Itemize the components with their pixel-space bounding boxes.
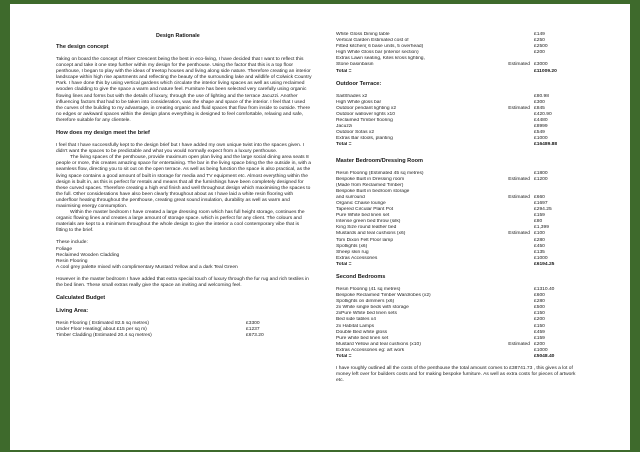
brief-heading: How does my design meet the brief	[56, 130, 150, 137]
budget-line: Organic Chaise lounge £1697	[336, 200, 548, 206]
budget-line: Intense green bed throw (silk) £80	[336, 219, 543, 225]
budget-line: 2x Habitat Lamps £150	[336, 323, 545, 329]
include-label: These include:	[56, 240, 88, 246]
living-total: Total = £11009.20	[336, 68, 557, 74]
budget-line: Timber Cladding (Estimated 20.4 sq metres) £673.20	[56, 333, 264, 339]
budget-line: Bespoke Built in bedroom storage	[336, 188, 410, 194]
include-item: Resin Flooring	[56, 258, 88, 264]
include-item: A cool grey palette mixed with complimentary Mustard Yellow and a dark Teal Green	[56, 264, 238, 270]
budget-line: Jacuzzi £8999	[336, 124, 548, 130]
budget-line: Outdoor wallover lights x10 £420.90	[336, 111, 552, 117]
budget-line: High White gloss bar £300	[336, 99, 545, 105]
second-heading: Second Bedrooms	[336, 274, 386, 280]
budget-line: Pure white bed linen set £159	[336, 335, 545, 341]
budget-line: Bed side tables x4 £200	[336, 317, 545, 323]
budget-line: Stone basinbasin Estimated £3000	[336, 62, 548, 68]
budget-line: Mustards and teal cushions (x6) Estimated £100	[336, 231, 545, 237]
bedroom-paragraph: However in the master bedroom I have added that extra special touch of luxury through the fur rug and rich textiles in the bed linen. These small extras really give the space an inviting and welcoming feel.	[56, 276, 309, 288]
budget-line: Tom Dixon Felt Floor lamp £280	[336, 237, 545, 243]
budget-line: Vertical Garden Estimated cost of £250	[336, 38, 545, 44]
budget-line: Resin Flooring ( Estimated 82.5 sq metres) £3300	[56, 321, 260, 327]
brief-paragraph-1: I feel that I have successfully kept to the design brief but I have added my own unique twist into the spaces given. I didn't want the spaces to be predictable and what you would normally expect from a luxury penthouse.	[56, 143, 304, 155]
budget-line: Bespoke Built in Dressing room Estimated £1200	[336, 176, 548, 182]
second-total: Total = £5048.40	[336, 354, 555, 360]
budget-line: Outdoor pendant lighting x2 Estimated £845	[336, 105, 545, 111]
budget-line: Reclaimed Timber flooring £4480	[336, 118, 548, 124]
budget-line: 2x White single beds with storage £500	[336, 305, 545, 311]
budget-line: Resin Flooring (41 sq metres) £1310.40	[336, 287, 555, 292]
budget-line: Bespoke Reclaimed Timber Wardrobes (x2) £600	[336, 293, 545, 299]
budget-line: Spotlights on dimmers (x6) £280	[336, 299, 545, 305]
living-heading: Living Area:	[56, 308, 89, 315]
budget-line: White Gloss Dining table £149	[336, 32, 545, 37]
budget-line: High White Gloss bar (interior section) £200	[336, 50, 545, 56]
budget-heading: Calculated Budget	[56, 295, 106, 302]
budget-line: Extras Accessories eg: art work £1000	[336, 347, 548, 353]
budget-line: Outdoor Sofas x2 £549	[336, 130, 545, 136]
terrace-heading: Outdoor Terrace:	[336, 80, 382, 87]
closing-paragraph: I have roughly outlined all the costs of the penthouse the total amount comes to £38741.73 , this gives a lot of money left over for builders costs and for making bespoke furniture. As well as extra costs for pieces of artwork etc.	[336, 366, 576, 384]
document-page	[10, 4, 630, 450]
budget-line: Double Bed white gloss £459	[336, 329, 545, 335]
concept-heading: The design concept	[56, 44, 109, 50]
brief-paragraph-3: Within the master bedroom I have created a large dressing room which has full height storage, continues the organic flowing lines and creates a large amount of storage space. which is perfect for any client. The colours and materials are kept to a minimum throughout the whole design to give the interior a cool contemporary vibe that is fitting to the brief.	[56, 210, 305, 234]
budget-line: 2xPure White bed linen sets £150	[336, 311, 545, 317]
budget-line: Mustard Yellow and teal cushions (x10) Estimated £200	[336, 341, 545, 347]
budget-line: Fitted kitchen( 6 base units, 5 overhead) £2500	[336, 44, 548, 50]
budget-line: Pure White bed linen set £159	[336, 213, 545, 219]
include-item: Foliage	[56, 246, 73, 252]
budget-line: and surround Estimated £660	[336, 194, 545, 200]
brief-paragraph-2: The living spaces of the penthouse, provide maximum open plan living and the large social dining area seats 8 people or more, this creates amazing space for entertaining. The bar in the living space bring the the outside in, with a seamless flow, directing you to sit out on the open terrace. As well as being function the space is also practical, as the living space contains a good amount of built in storage for media and TV equipment etc. Almost everything within the design is built in, as this is perfect for rentals and means that all the furnishings have been completely designed for these curved spaces. Therefore creating a high end finish and well throughout design which maximising the spaces to the full. Other considerations have also been clearly throughout about as I have laid a white resin flooring with underfloor heating throughout the penthouse, creating great sound insulation, durability as well as warm and maximising energy consumption.	[56, 155, 311, 209]
budget-line: Under Floor Heating( about £15 per sq m) £1237	[56, 327, 260, 333]
budget-line: SailShades x2 £80.98	[336, 93, 549, 99]
page-title: Design Rationale	[156, 33, 200, 39]
master-heading: Master Bedroom/Dressing Room	[336, 157, 424, 164]
budget-line: Resin Flooring (Estimated 45 sq metres) £1800	[336, 170, 548, 176]
terrace-total: Total = £16489.88	[336, 142, 558, 148]
right-column	[336, 32, 582, 384]
concept-paragraph: Taking on board the concept of River Crescent being the best in eco-living, I have decided that I want to reflect this concept and take it one step further within my design for the penthouse. Using the factor that this is a top floor penthouse, I began to play with the ideas of treetop houses and living along side nature. Therefore creating an interior landscape within high rise apartments and reflecting the beauty of the surrounding lake and wildlife of Colwick Country Park. I have done this by using vertical gardens which circulate the interior living spaces as well as using reclaimed wooden cladding to give the space a warm and nature feel. Furniture has been selected very carefully using organic flowing lines and forms but with the details of luxury, through the use of lighting and the terrace Jacuzzi. Another influencing factors that had to be taken into consideration, was the shape and space of the interior. I feel that I used the curves of the building to my advantage, in creating organic and fluid spaces that flow from inside to outside. There no edges or awkward spaces within the design plans everything is designed to feel comfortable, relaxing and safe, therefore suitable for any clientele.	[56, 57, 312, 123]
budget-line: Tapered Circular Plant Pot £294.25	[336, 207, 552, 213]
left-column	[56, 32, 312, 339]
budget-line: King Size round leather bed £1,399	[336, 225, 549, 231]
budget-line: Sheep skin rug £135	[336, 249, 545, 255]
budget-line: Extras Bar stools, planting £1000	[336, 136, 548, 142]
budget-line: (Made from Reclaimed Timber)	[336, 182, 404, 188]
master-total: Total = £6194.25	[336, 261, 555, 267]
budget-line: Extras Accessories £1000	[336, 255, 548, 261]
budget-line: Extras Lawn seating, Kites kross lighting,	[336, 56, 425, 62]
include-item: Reclaimed Wooden Cladding	[56, 252, 120, 258]
budget-line: Spotlights (x6) £450	[336, 243, 545, 249]
